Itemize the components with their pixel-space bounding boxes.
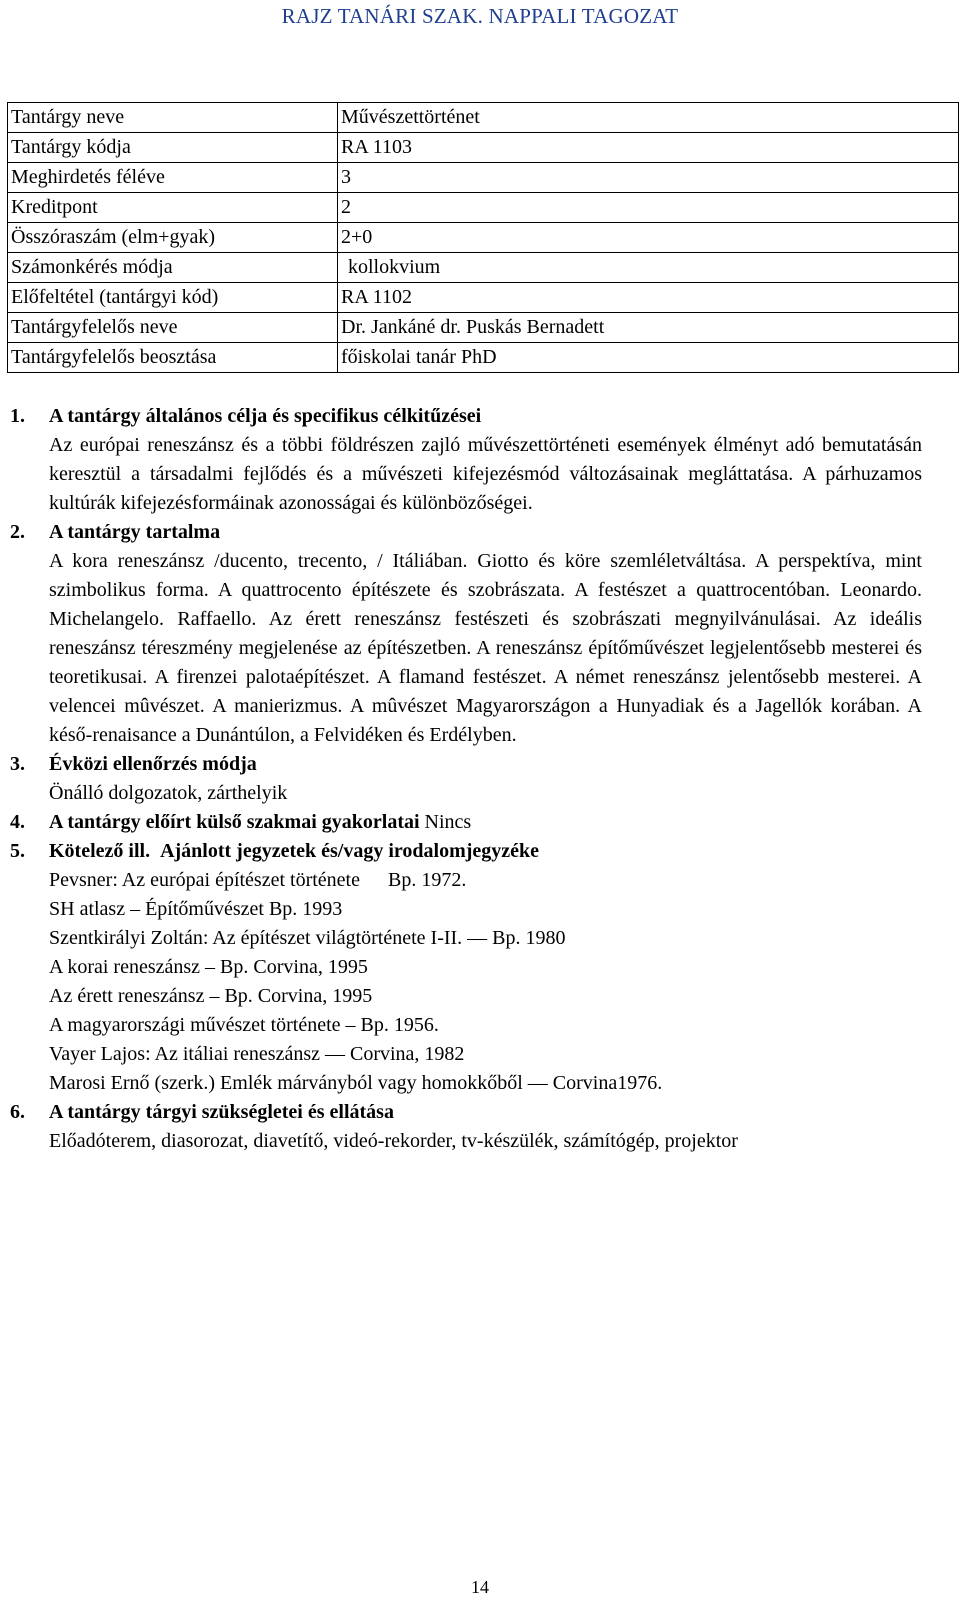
section-literature <box>10 837 922 1098</box>
section-number: 6. <box>10 1101 25 1123</box>
section-goals <box>10 402 922 518</box>
section-text: Önálló dolgozatok, zárthelyik <box>49 782 288 804</box>
page-header: RAJZ TANÁRI SZAK. NAPPALI TAGOZAT <box>281 4 679 28</box>
section-text: Nincs <box>424 811 472 833</box>
course-info-table <box>7 102 959 373</box>
section-number: 2. <box>10 521 25 543</box>
field-value: RA 1103 <box>338 133 959 163</box>
reference-item: A magyarországi művészet története – Bp. 1956. <box>49 1014 439 1036</box>
field-label: Összóraszám (elm+gyak) <box>8 223 338 253</box>
field-value: Művészettörténet <box>338 103 959 133</box>
section-number: 1. <box>10 405 25 427</box>
table-row <box>8 283 959 313</box>
section-text: Előadóterem, diasorozat, diavetítő, videó-rekorder, tv-készülék, számítógép, projektor <box>49 1130 738 1152</box>
section-text: Az európai reneszánsz és a többi földrészen zajló művészettörténeti események élményt adó bemutatásán keresztül a társadalmi fejlődés és a művészeti kifejezésmód változásainak megláttatása. A párhuzamos kultúrák kifejezésformáinak azonosságai és különbözőségei. <box>49 434 922 514</box>
table-row <box>8 343 959 373</box>
reference-item: Szentkirályi Zoltán: Az építészet világtörténete I-II. — Bp. 1980 <box>49 927 566 949</box>
section-text: A kora reneszánsz /ducento, trecento, / Itáliában. Giotto és köre szemléletváltása. A perspektíva, mint szimbolikus forma. A quattrocento építészete és szobrászata. A festészet a quattrocentóban. Leonardo. Michelangelo. Raffaello. Az érett reneszánsz festészeti és szobrászati megnyilvánulásai. Az ideális reneszánsz téreszmény megjelenése az építészetben. A reneszánsz építőművészet legjelentősebb mesterei és teoretikusai. A firenzei palotaépítészet. A flamand festészet. A német reneszánsz jelentősebb mesterei. A velencei mûvészet. A manierizmus. A mûvészet Magyarországon a Hunyadiak és a Jagellók korában. A késő-renaisance a Dunántúlon, a Felvidéken és Erdélyben. <box>49 550 922 746</box>
field-label: Előfeltétel (tantárgyi kód) <box>8 283 338 313</box>
field-label: Meghirdetés féléve <box>8 163 338 193</box>
field-value: Dr. Jankáné dr. Puskás Bernadett <box>338 313 959 343</box>
section-title: A tantárgy tartalma <box>49 521 221 543</box>
field-label: Tantárgyfelelős beosztása <box>8 343 338 373</box>
field-label: Tantárgy kódja <box>8 133 338 163</box>
field-value: főiskolai tanár PhD <box>338 343 959 373</box>
section-content <box>10 518 922 750</box>
field-value: 2+0 <box>338 223 959 253</box>
table-row <box>8 313 959 343</box>
document-body <box>10 402 922 1156</box>
table-row <box>8 193 959 223</box>
field-label: Tantárgyfelelős neve <box>8 313 338 343</box>
field-value: kollokvium <box>338 253 959 283</box>
field-label: Tantárgy neve <box>8 103 338 133</box>
section-equipment <box>10 1098 922 1156</box>
section-number: 5. <box>10 840 25 862</box>
reference-item: SH atlasz – Építőművészet Bp. 1993 <box>49 898 343 920</box>
table-row <box>8 163 959 193</box>
section-number: 4. <box>10 811 25 833</box>
page-number: 14 <box>471 1577 489 1597</box>
field-label: Számonkérés módja <box>8 253 338 283</box>
section-title: Évközi ellenőrzés módja <box>49 753 257 775</box>
section-number: 3. <box>10 753 25 775</box>
reference-item: A korai reneszánsz – Bp. Corvina, 1995 <box>49 956 368 978</box>
table-row <box>8 253 959 283</box>
field-value: 3 <box>338 163 959 193</box>
field-value: RA 1102 <box>338 283 959 313</box>
table-row <box>8 223 959 253</box>
section-title: A tantárgy tárgyi szükségletei és ellátása <box>49 1101 394 1123</box>
reference-item: Az érett reneszánsz – Bp. Corvina, 1995 <box>49 985 373 1007</box>
table-row <box>8 103 959 133</box>
reference-item: Vayer Lajos: Az itáliai reneszánsz — Corvina, 1982 <box>49 1043 465 1065</box>
field-value: 2 <box>338 193 959 223</box>
reference-item: Marosi Ernő (szerk.) Emlék márványból vagy homokkőből — Corvina1976. <box>49 1072 663 1094</box>
section-assessment <box>10 750 922 808</box>
table-row <box>8 133 959 163</box>
section-title: Ajánlott jegyzetek és/vagy irodalomjegyzéke <box>160 840 540 862</box>
reference-item: Pevsner: Az európai építészet története Bp. 1972. <box>49 869 467 891</box>
field-label: Kreditpont <box>8 193 338 223</box>
section-title: A tantárgy előírt külső szakmai gyakorlatai <box>49 811 420 833</box>
section-title-part: Kötelező ill. <box>49 840 151 862</box>
section-practice <box>10 808 922 837</box>
section-title: A tantárgy általános célja és specifikus célkitűzései <box>49 405 482 427</box>
